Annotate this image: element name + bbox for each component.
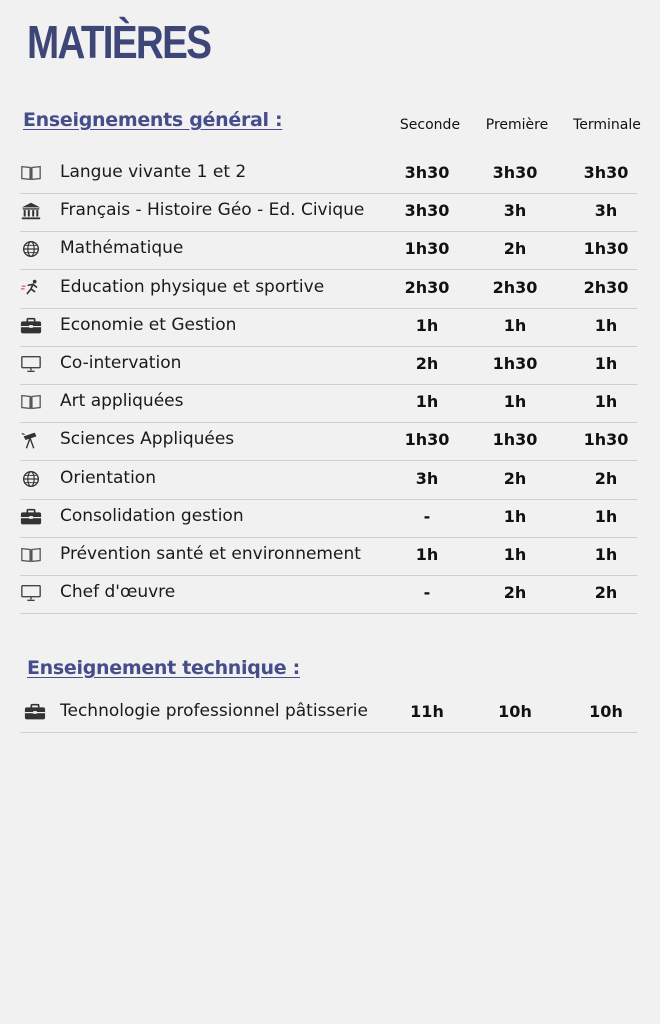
hours-value: 2h — [415, 354, 439, 373]
table-row — [20, 463, 637, 500]
hours-value: 1h — [503, 506, 527, 526]
book-icon — [20, 545, 42, 565]
page-title: MATIÈRES — [27, 16, 211, 68]
subject-label: Sciences Appliquées — [60, 429, 235, 450]
hours-value: 3h30 — [404, 201, 450, 221]
hours-value: 3h30 — [492, 163, 538, 182]
subject-label: Langue vivante 1 et 2 — [60, 162, 247, 182]
globe-icon — [20, 239, 42, 259]
hours-value: 1h — [594, 545, 618, 564]
hours-value: 2h — [503, 468, 527, 488]
table-row — [20, 195, 637, 232]
hours-value: 1h30 — [583, 239, 629, 259]
subject-label: Art appliquées — [60, 391, 184, 412]
hours-value: 3h — [594, 201, 618, 221]
museum-icon — [20, 201, 42, 221]
subject-label: Technologie professionnel pâtisserie — [60, 701, 368, 721]
hours-value: 2h — [503, 583, 527, 603]
hours-value: 11h — [410, 702, 444, 721]
monitor-icon — [20, 583, 42, 603]
book-icon — [20, 163, 42, 183]
subject-label: Economie et Gestion — [60, 314, 237, 335]
hours-value: 1h — [594, 354, 618, 373]
hours-value: 2h — [594, 583, 618, 603]
hours-value: 1h — [415, 392, 439, 412]
hours-value: 1h30 — [492, 430, 538, 450]
hours-value: 1h — [503, 392, 527, 412]
table-row — [20, 272, 637, 309]
table-row — [20, 157, 637, 194]
table-row — [20, 233, 637, 270]
hours-value: 1h30 — [404, 430, 450, 450]
hours-value: 3h — [503, 201, 527, 221]
globe-icon — [20, 469, 42, 489]
hours-value: 1h — [415, 315, 439, 335]
hours-value: 3h — [415, 468, 439, 488]
hours-value: 1h — [594, 315, 618, 335]
hours-value: 10h — [589, 702, 623, 721]
subject-label: Education physique et sportive — [60, 276, 325, 297]
telescope-icon — [20, 430, 42, 450]
section-title-general: Enseignements général : — [23, 109, 283, 131]
hours-value: 2h30 — [404, 277, 450, 297]
runner-icon — [20, 278, 42, 298]
table-row — [20, 424, 637, 461]
hours-value: - — [423, 583, 431, 603]
hours-value: 1h — [503, 315, 527, 335]
subject-label: Mathématique — [60, 238, 184, 259]
table-row — [20, 696, 637, 733]
subject-label: Consolidation gestion — [60, 505, 244, 526]
subject-label: Orientation — [60, 467, 156, 488]
hours-value: 2h — [503, 239, 527, 259]
hours-value: 1h30 — [583, 430, 629, 450]
column-header-seconde: Seconde — [399, 117, 461, 133]
subject-label: Chef d'œuvre — [60, 582, 176, 603]
hours-value: 1h30 — [492, 354, 538, 373]
hours-value: 10h — [498, 702, 532, 721]
subject-label: Français - Histoire Géo - Ed. Civique — [60, 200, 365, 221]
table-row — [20, 310, 637, 347]
hours-value: 3h30 — [583, 163, 629, 182]
hours-value: 1h — [594, 506, 618, 526]
table-row — [20, 577, 637, 614]
table-row — [20, 539, 637, 576]
subject-label: Prévention santé et environnement — [60, 544, 361, 564]
briefcase-icon — [20, 507, 42, 527]
hours-value: 3h30 — [404, 163, 450, 182]
hours-value: 2h — [594, 468, 618, 488]
briefcase-icon — [20, 316, 42, 336]
section-title-technique: Enseignement technique : — [27, 657, 300, 679]
monitor-icon — [20, 354, 42, 374]
hours-value: 1h — [594, 392, 618, 412]
briefcase-icon — [24, 702, 46, 722]
hours-value: - — [423, 506, 431, 526]
column-header-premiere: Première — [485, 117, 549, 133]
table-row — [20, 501, 637, 538]
hours-value: 1h — [415, 545, 439, 564]
hours-value: 1h — [503, 545, 527, 564]
hours-value: 2h30 — [583, 277, 629, 297]
table-row — [20, 348, 637, 385]
book-icon — [20, 392, 42, 412]
subject-label: Co-intervation — [60, 353, 182, 373]
table-row — [20, 386, 637, 423]
column-header-terminale: Terminale — [573, 117, 641, 133]
hours-value: 1h30 — [404, 239, 450, 259]
hours-value: 2h30 — [492, 277, 538, 297]
